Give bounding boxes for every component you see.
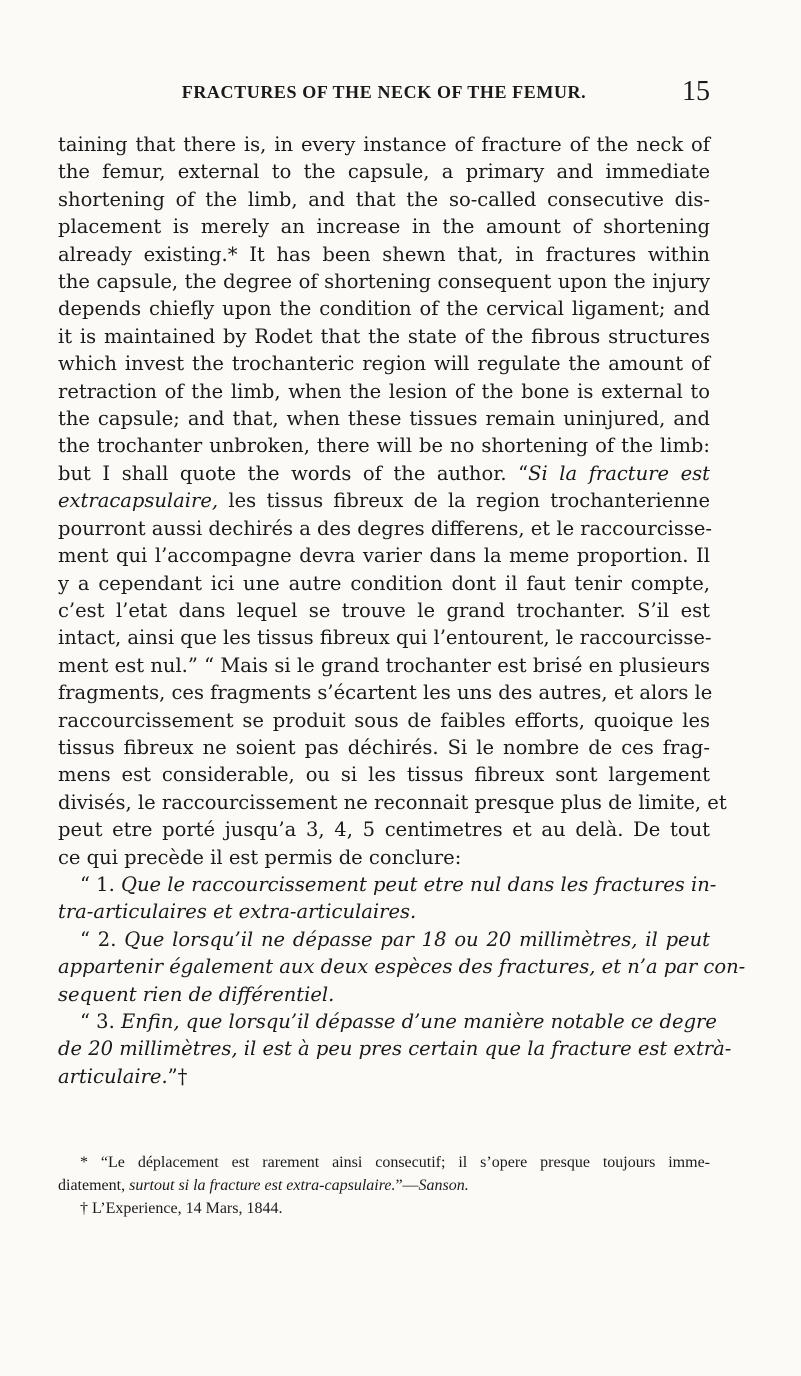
footnote-text: “Le déplacement est rarement ainsi consecutif; il s’opere presque toujours imme- — [88, 1154, 710, 1171]
text-line — [58, 487, 710, 514]
text-line: tissus fibreux ne soient pas déchirés. Si le nombre de ces frag- — [58, 735, 710, 759]
footnote-dagger — [58, 1197, 710, 1220]
text-line: which invest the trochanteric region will regulate the amount of — [58, 352, 710, 376]
text-line: shortening of the limb, and that the so-called consecutive dis- — [58, 187, 710, 211]
text-line: the capsule; and that, when these tissues remain uninjured, and — [58, 407, 710, 431]
footnote-star-continued — [58, 1174, 710, 1197]
text-line: the femur, external to the capsule, a primary and immediate — [58, 160, 710, 184]
conclusion-number: “ 3. — [80, 1010, 121, 1033]
body-text — [58, 131, 746, 1090]
footnote-mark: † — [80, 1200, 88, 1217]
text-line: pourront aussi dechirés a des degres differens, et le raccourcisse- — [58, 516, 713, 540]
text-line: mens est considerable, ou si les tissus fibreux sont largement — [58, 763, 710, 787]
footnote-author: Sanson. — [418, 1177, 469, 1194]
footnote-text: ”— — [395, 1177, 419, 1194]
conclusion-number: “ 1. — [80, 872, 121, 896]
footnote-mark: * — [80, 1154, 88, 1171]
conclusion-text: Enfin, que lorsqu’il dépasse d’une manière notable ce degre — [120, 1010, 717, 1033]
conclusion-text: de 20 millimètres, il est à peu pres certain que la fracture est extrà- — [58, 1037, 732, 1061]
italic-quote: extracapsulaire, — [58, 489, 219, 513]
text-line: y a cependant ici une autre condition dont il faut tenir compte, — [58, 571, 710, 595]
page-number: 15 — [682, 76, 710, 107]
text-line — [58, 981, 710, 1008]
conclusion-text: tra-articulaires et extra-articulaires. — [58, 900, 417, 924]
footnotes — [58, 1151, 710, 1220]
text-line: ce qui precède il est permis de conclure: — [58, 845, 462, 869]
footnote-text: diatement, — [58, 1177, 130, 1194]
text-line: already existing.* It has been shewn that, in fractures within — [58, 242, 710, 266]
text-line — [58, 898, 710, 925]
conclusion-2 — [58, 926, 710, 953]
text-line: taining that there is, in every instance of fracture of the neck of — [58, 133, 710, 156]
footnote-text: L’Experience, 14 Mars, 1844. — [88, 1200, 283, 1217]
conclusion-text: appartenir également aux deux espèces des fractures, et n’a par con- — [58, 955, 746, 979]
conclusion-text: sequent rien de différentiel. — [58, 982, 335, 1006]
text-line: c’est l’etat dans lequel se trouve le grand trochanter. S’il est — [58, 598, 710, 622]
conclusion-text: Que lorsqu’il ne dépasse par 18 ou 20 millimètres, il peut — [124, 927, 710, 951]
text-line — [58, 1035, 732, 1062]
text-line — [58, 1063, 710, 1090]
text-line: peut etre porté jusqu’a 3, 4, 5 centimetres et au delà. De tout — [58, 818, 710, 842]
text-line: intact, ainsi que les tissus fibreux qui l’entourent, le raccourcisse- — [58, 626, 712, 650]
text-line: depends chiefly upon the condition of the cervical ligament; and — [58, 297, 710, 321]
text-segment: les tissus fibreux de la region trochanterienne — [218, 489, 710, 513]
text-line — [58, 460, 710, 487]
text-line: the capsule, the degree of shortening consequent upon the injury — [58, 270, 710, 294]
footnote-star — [58, 1151, 710, 1174]
conclusion-text: articulaire. — [58, 1064, 168, 1088]
footnote-reference-dagger: ”† — [167, 1064, 188, 1088]
text-line: fragments, ces fragments s’écartent les uns des autres, et alors le — [58, 681, 713, 705]
page-header — [58, 76, 710, 114]
text-line: it is maintained by Rodet that the state of the fibrous structures — [58, 324, 710, 348]
text-line: retraction of the limb, when the lesion of the bone is external to — [58, 379, 710, 403]
text-line: divisés, le raccourcissement ne reconnait presque plus de limite, et — [58, 790, 727, 814]
conclusion-1 — [58, 871, 717, 898]
text-line: placement is merely an increase in the amount of shortening — [58, 215, 710, 239]
text-line — [58, 953, 746, 980]
text-line: the trochanter unbroken, there will be no shortening of the limb: — [58, 434, 710, 458]
italic-quote: Si la fracture est — [528, 461, 710, 485]
conclusion-3 — [58, 1008, 717, 1035]
conclusion-number: “ 2. — [80, 927, 125, 951]
conclusion-text: Que le raccourcissement peut etre nul dans les fractures in- — [120, 872, 717, 896]
running-head: FRACTURES OF THE NECK OF THE FEMUR. — [181, 82, 587, 102]
text-segment: but I shall quote the words of the author. “ — [58, 461, 529, 485]
text-line: raccourcissement se produit sous de faibles efforts, quoique les — [58, 708, 710, 732]
text-line: ment est nul.” “ Mais si le grand trochanter est brisé en plusieurs — [58, 653, 710, 677]
footnote-italic: surtout si la fracture est extra-capsulaire. — [129, 1177, 396, 1194]
text-line: ment qui l’accompagne devra varier dans la meme proportion. Il — [58, 544, 710, 568]
